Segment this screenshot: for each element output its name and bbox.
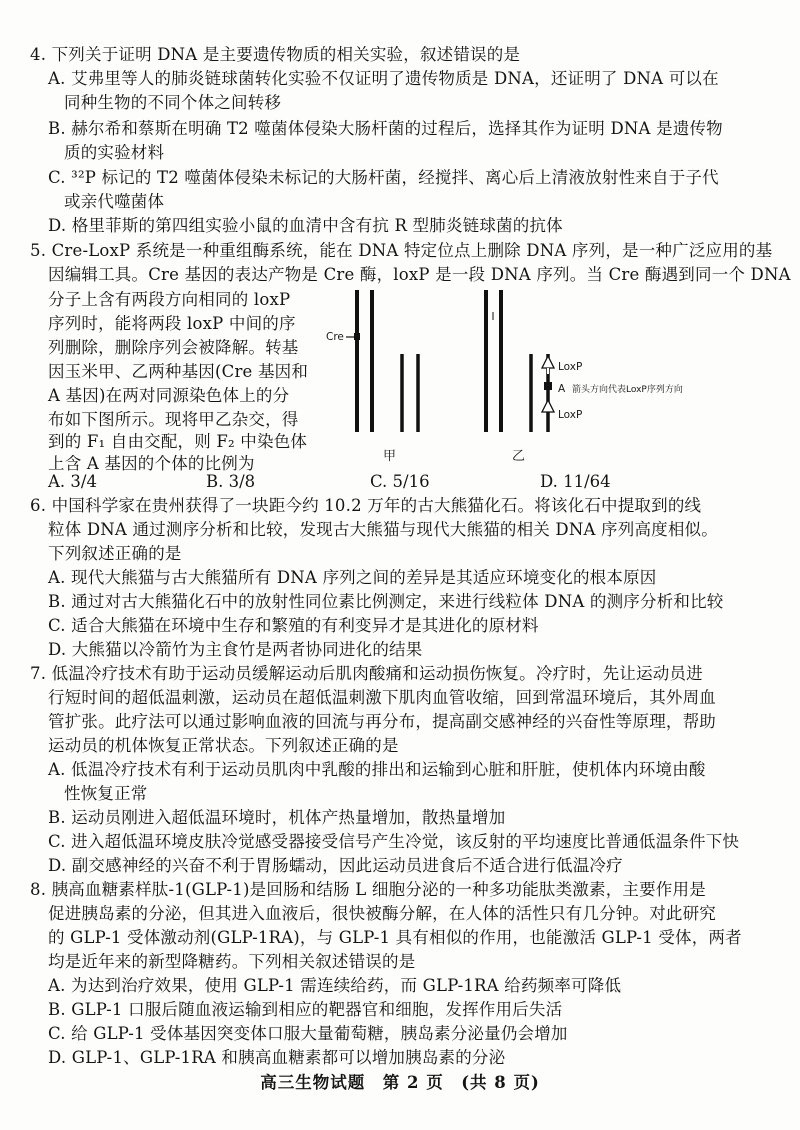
q8-stem-line3: 的 GLP-1 受体激动剂(GLP-1RA)，与 GLP-1 具有相似的作用，也能激活 GLP-1 受体，两者 (48, 928, 742, 947)
q6-stem-line1: 6. 中国科学家在贵州获得了一块距今约 10.2 万年的古大熊猫化石。将该化石中提取到的线 (30, 496, 702, 515)
q5-option-b: B. 3/8 (206, 472, 256, 491)
q5-stem-line7: A 基因)在两对同源染色体上的分 (48, 386, 290, 405)
loxp-top-arrow-icon (542, 356, 554, 368)
q5-stem-line8: 布如下图所示。现将甲乙杂交，得 (48, 410, 299, 429)
q7-option-a: A. 低温冷疗技术有利于运动员肌肉中乳酸的排出和运输到心脏和肝脏，使机体内环境由酸 (48, 760, 706, 779)
q8-option-a: A. 为达到治疗效果，使用 GLP-1 需连续给药，而 GLP-1RA 给药频率可降低 (48, 976, 622, 995)
chromosome-diagram (318, 282, 738, 472)
q5-stem-line9: 到的 F₁ 自由交配，则 F₂ 中染色体 (48, 432, 308, 451)
gene-a-label: A (558, 383, 566, 395)
page-footer: 高三生物试题 第 2 页 (共 8 页) (260, 1073, 540, 1092)
q4-option-d: D. 格里菲斯的第四组实验小鼠的血清中含有抗 R 型肺炎链球菌的抗体 (48, 216, 563, 235)
q7-option-d: D. 副交感神经的兴奋不利于胃肠蠕动，因此运动员进食后不适合进行低温冷疗 (48, 856, 623, 875)
q5-stem-line3: 分子上含有两段方向相同的 loxP (48, 290, 291, 309)
loxp-direction-note: 箭头方向代表LoxP序列方向 (572, 385, 683, 395)
q7-option-a-cont: 性恢复正常 (64, 784, 148, 803)
q4-option-b-cont: 质的实验材料 (64, 143, 165, 162)
q4-option-b: B. 赫尔希和蔡斯在明确 T2 噬菌体侵染大肠杆菌的过程后，选择其作为证明 DNA 是遗传物 (48, 119, 723, 138)
gene-a-mark (544, 382, 552, 390)
q5-stem-line4: 序列时，能将两段 loxP 中间的序 (48, 314, 296, 333)
cre-gene-label: Cre (326, 331, 344, 343)
q5-option-c: C. 5/16 (370, 472, 430, 491)
q5-option-a: A. 3/4 (48, 472, 97, 491)
q5-stem-line10: 上含 A 基因的个体的比例为 (48, 454, 255, 473)
q4-option-c: C. ³²P 标记的 T2 噬菌体侵染未标记的大肠杆菌，经搅拌、离心后上清液放射性来自于子代 (48, 168, 719, 187)
cre-gene-mark (354, 333, 360, 340)
q4-option-c-cont: 或亲代噬菌体 (64, 192, 165, 211)
loxp-top-label: LoxP (558, 361, 583, 373)
q8-stem-line2: 促进胰岛素的分泌，但其进入血液后，很快被酶分解，在人体的活性只有几分钟。对此研究 (48, 904, 716, 923)
q6-stem-line3: 下列叙述正确的是 (48, 544, 182, 563)
q8-stem-line4: 均是近年来的新型降糖药。下列相关叙述错误的是 (48, 952, 416, 971)
loxp-bottom-arrow-icon (542, 400, 554, 412)
q7-stem-line1: 7. 低温冷疗技术有助于运动员缓解运动后肌肉酸痛和运动损伤恢复。冷疗时，先让运动员进 (30, 664, 703, 683)
q7-stem-line3: 管扩张。此疗法可以通过影响血液的回流与再分布，提高副交感神经的兴奋性等原理，帮助 (48, 712, 716, 731)
label-jia: 甲 (383, 449, 397, 464)
q4-option-a: A. 艾弗里等人的肺炎链球菌转化实验不仅证明了遗传物质是 DNA，还证明了 DNA 可以在 (48, 69, 719, 88)
q4-stem: 4. 下列关于证明 DNA 是主要遗传物质的相关实验，叙述错误的是 (30, 45, 521, 64)
q8-stem-line1: 8. 胰高血糖素样肽-1(GLP-1)是回肠和结肠 L 细胞分泌的一种多功能肽类激素，主要作用是 (30, 880, 706, 899)
q8-option-b: B. GLP-1 口服后随血液运输到相应的靶器官和细胞，发挥作用后失活 (48, 1000, 563, 1019)
q8-option-c: C. 给 GLP-1 受体基因突变体口服大量葡萄糖，胰岛素分泌量仍会增加 (48, 1024, 568, 1043)
q7-stem-line4: 运动员的机体恢复正常状态。下列叙述正确的是 (48, 736, 399, 755)
loxp-bottom-label: LoxP (558, 409, 583, 421)
q6-stem-line2: 粒体 DNA 通过测序分析和比较，发现古大熊猫与现代大熊猫的相关 DNA 序列高度相似。 (48, 520, 718, 539)
label-yi: 乙 (512, 449, 526, 464)
q7-option-b: B. 运动员刚进入超低温环境时，机体产热量增加，散热量增加 (48, 808, 506, 827)
q6-option-b: B. 通过对古大熊猫化石中的放射性同位素比例测定，来进行线粒体 DNA 的测序分析和比较 (48, 592, 724, 611)
q7-stem-line2: 行短时间的超低温刺激，运动员在超低温刺激下肌肉血管收缩，回到常温环境后，其外周血 (48, 688, 716, 707)
q6-option-d: D. 大熊猫以冷箭竹为主食竹是两者协同进化的结果 (48, 640, 423, 659)
q5-stem-line2: 因编辑工具。Cre 基因的表达产物是 Cre 酶，loxP 是一段 DNA 序列。当 Cre 酶遇到同一个 DNA (48, 265, 791, 284)
q5-stem-line5: 列删除，删除序列会被降解。转基 (48, 338, 299, 357)
q8-option-d: D. GLP-1、GLP-1RA 和胰高血糖素都可以增加胰岛素的分泌 (48, 1048, 506, 1067)
q5-option-d: D. 11/64 (540, 472, 611, 491)
q6-option-a: A. 现代大熊猫与古大熊猫所有 DNA 序列之间的差异是其适应环境变化的根本原因 (48, 568, 657, 587)
q5-stem-line6: 因玉米甲、乙两种基因(Cre 基因和 (48, 362, 309, 381)
q6-option-c: C. 适合大熊猫在环境中生存和繁殖的有利变异才是其进化的原材料 (48, 616, 539, 635)
q4-option-a-cont: 同种生物的不同个体之间转移 (64, 93, 282, 112)
q7-option-c: C. 进入超低温环境皮肤冷觉感受器接受信号产生冷觉，该反射的平均速度比普通低温条件下快 (48, 832, 740, 851)
q5-stem-line1: 5. Cre-LoxP 系统是一种重组酶系统，能在 DNA 特定位点上删除 DNA 序列，是一种广泛应用的基 (30, 241, 773, 260)
